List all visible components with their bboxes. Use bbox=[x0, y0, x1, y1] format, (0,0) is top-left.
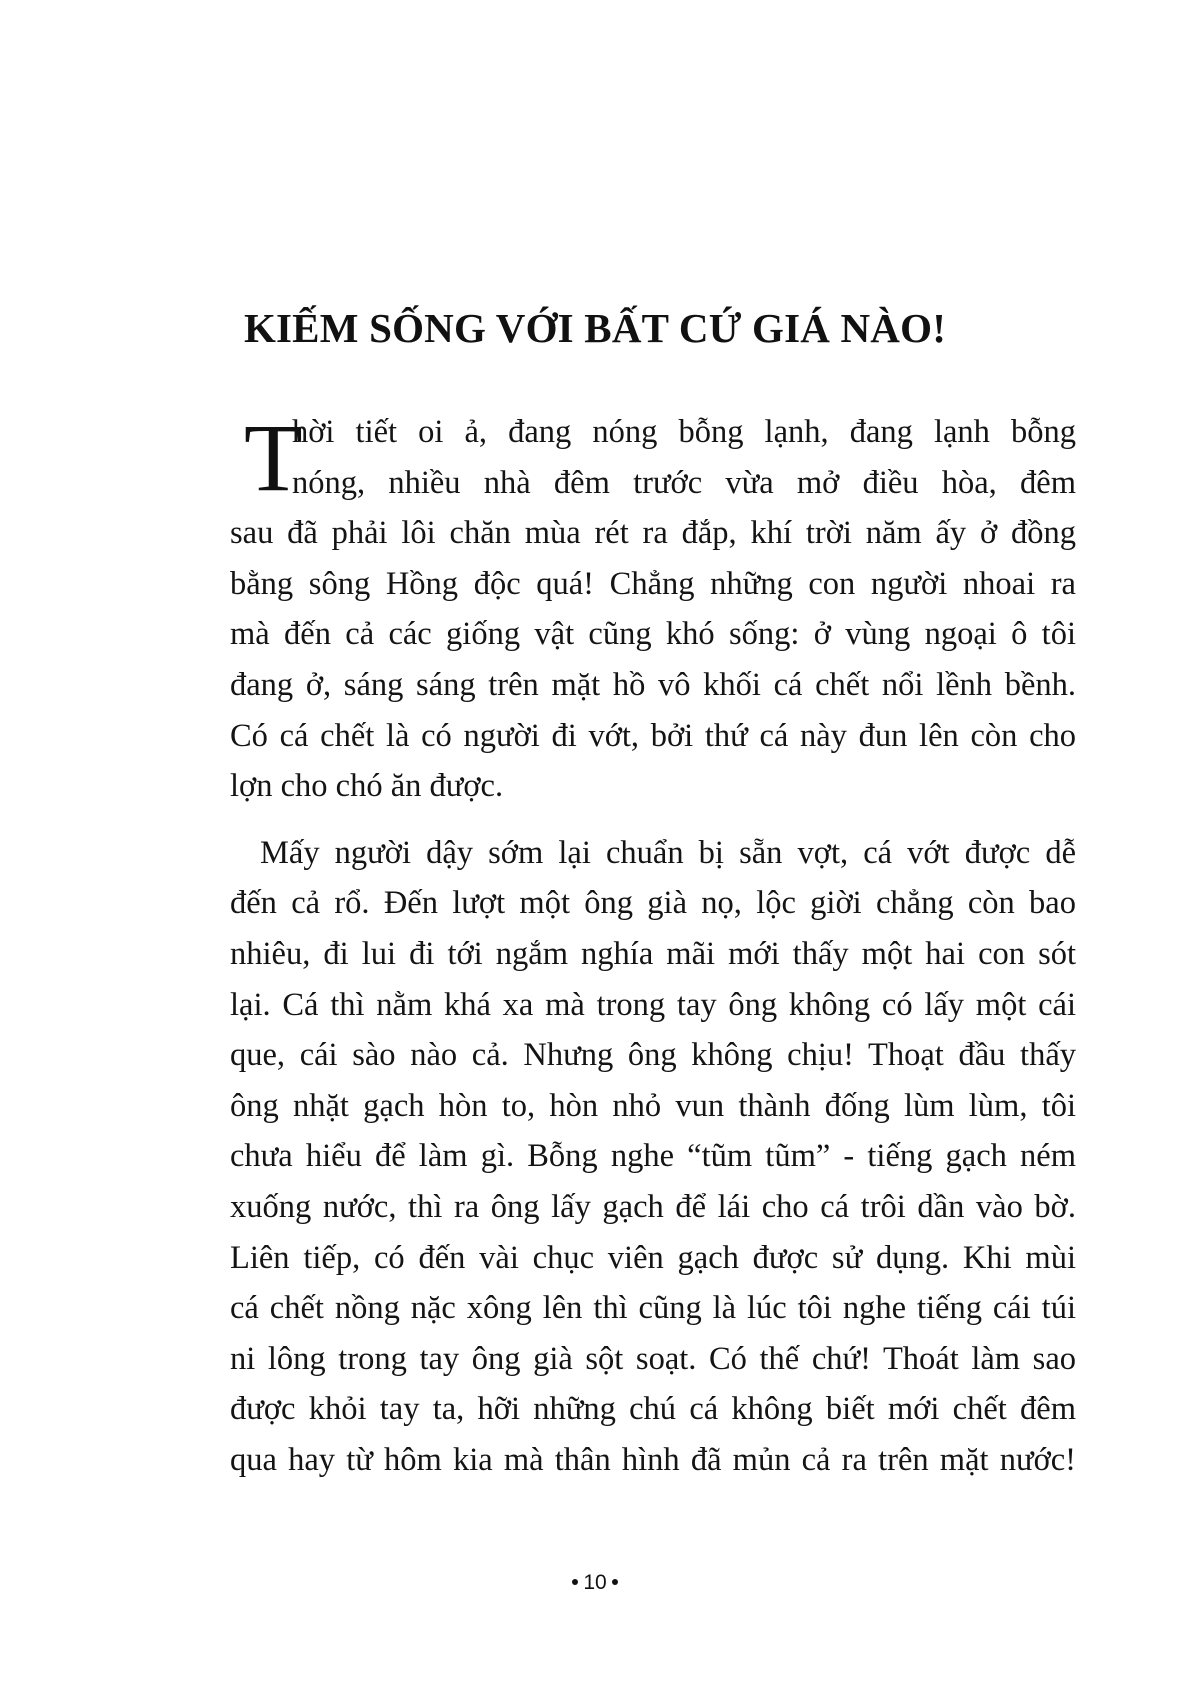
text-line: sau đã phải lôi chăn mùa rét ra đắp, khí trời năm ấy ở đồng bbox=[230, 515, 1076, 552]
text-line: chưa hiểu để làm gì. Bỗng nghe “tũm tũm” - tiếng gạch ném bbox=[230, 1138, 1076, 1175]
text-line: được khỏi tay ta, hỡi những chú cá không biết mới chết đêm bbox=[230, 1391, 1076, 1428]
text-line: Liên tiếp, có đến vài chục viên gạch được sử dụng. Khi mùi bbox=[230, 1239, 1076, 1276]
paragraph-spacing bbox=[230, 812, 1076, 828]
bullet-icon bbox=[612, 1579, 618, 1585]
text-line: cá chết nồng nặc xông lên thì cũng là lúc tôi nghe tiếng cái túi bbox=[230, 1290, 1076, 1327]
text-line: nóng, nhiều nhà đêm trước vừa mở điều hòa, đêm bbox=[292, 464, 1076, 501]
text-line: nhiêu, đi lui đi tới ngắm nghía mãi mới thấy một hai con sót bbox=[230, 935, 1076, 972]
paragraph-2 bbox=[230, 828, 1076, 1486]
text-line: que, cái sào nào cả. Nhưng ông không chịu! Thoạt đầu thấy bbox=[230, 1037, 1076, 1074]
text-line: qua hay từ hôm kia mà thân hình đã mủn cả ra trên mặt nước! bbox=[230, 1441, 1076, 1478]
text-line: xuống nước, thì ra ông lấy gạch để lái cho cá trôi dần vào bờ. bbox=[230, 1188, 1076, 1225]
chapter-title: KIẾM SỐNG VỚI BẤT CỨ GIÁ NÀO! bbox=[243, 305, 947, 351]
text-line: Mấy người dậy sớm lại chuẩn bị sẵn vợt, cá vớt được dễ bbox=[260, 834, 1076, 871]
text-line: lợn cho chó ăn được. bbox=[230, 768, 504, 805]
text-line: mà đến cả các giống vật cũng khó sống: ở vùng ngoại ô tôi bbox=[230, 616, 1076, 653]
page-number bbox=[0, 1571, 1190, 1595]
page-number-value: 10 bbox=[583, 1571, 607, 1594]
text-line: đến cả rổ. Đến lượt một ông già nọ, lộc giời chẳng còn bao bbox=[230, 885, 1076, 922]
text-line: ni lông trong tay ông già sột soạt. Có thế chứ! Thoát làm sao bbox=[230, 1340, 1076, 1377]
paragraph-1 bbox=[230, 404, 1076, 812]
bullet-icon bbox=[572, 1579, 578, 1585]
text-line: đang ở, sáng sáng trên mặt hồ vô khối cá chết nổi lềnh bềnh. bbox=[230, 666, 1076, 703]
text-line: bằng sông Hồng độc quá! Chẳng những con người nhoai ra bbox=[230, 565, 1076, 602]
text-line: ông nhặt gạch hòn to, hòn nhỏ vun thành đống lùm lùm, tôi bbox=[230, 1087, 1076, 1124]
body-text bbox=[230, 404, 1076, 1485]
text-line: hời tiết oi ả, đang nóng bỗng lạnh, đang lạnh bỗng bbox=[292, 414, 1076, 450]
text-line: Có cá chết là có người đi vớt, bởi thứ cá này đun lên còn cho bbox=[230, 717, 1076, 754]
drop-cap: T bbox=[244, 404, 303, 511]
text-line: lại. Cá thì nằm khá xa mà trong tay ông không có lấy một cái bbox=[230, 986, 1076, 1023]
